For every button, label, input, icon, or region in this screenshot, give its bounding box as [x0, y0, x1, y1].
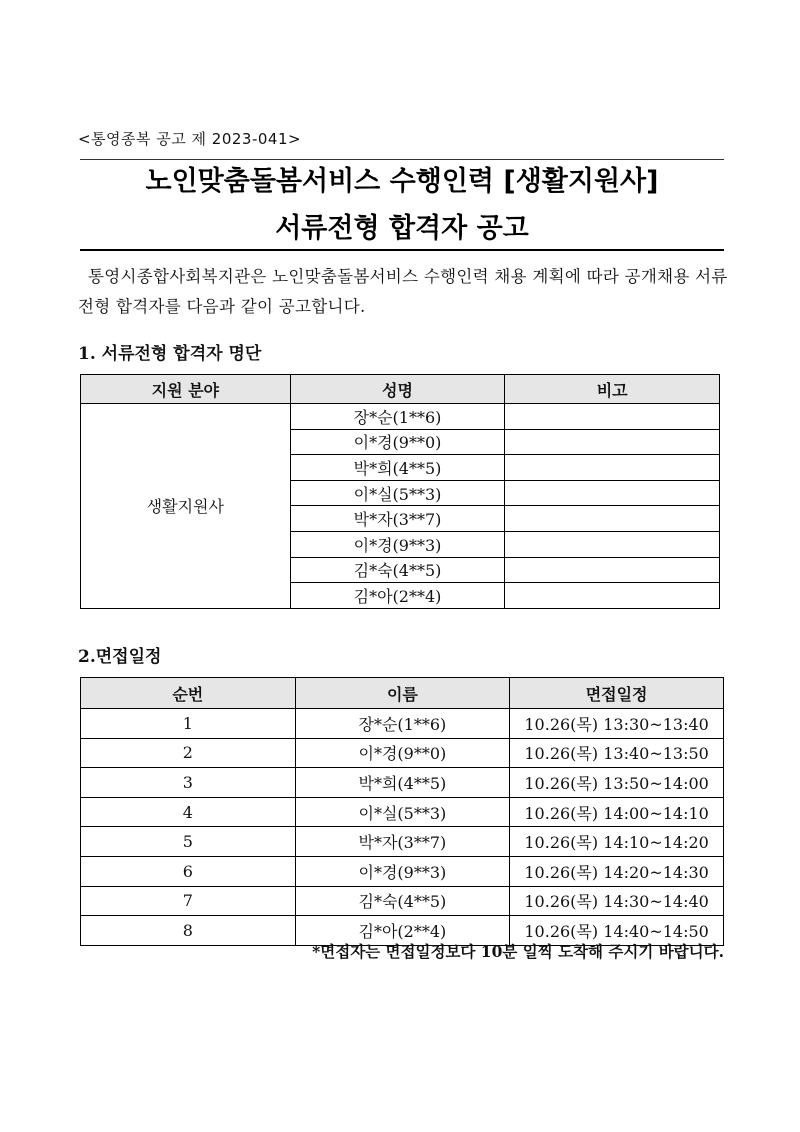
schedule-cell: 10.26(목) 14:00~14:10 [510, 797, 724, 827]
name-cell: 장*순(1**6) [295, 709, 510, 739]
name-cell: 이*실(5**3) [295, 797, 510, 827]
column-header: 성명 [290, 375, 505, 404]
name-cell: 김*숙(4**5) [295, 886, 510, 916]
remark-cell [505, 557, 720, 583]
table-row [81, 768, 724, 798]
name-cell: 김*숙(4**5) [290, 557, 505, 583]
title-divider [80, 249, 724, 251]
order-cell: 8 [81, 916, 296, 946]
arrival-notice: *면접자는 면접일정보다 10분 일찍 도착해 주시기 바랍니다. [312, 942, 724, 961]
name-cell: 이*경(9**0) [290, 429, 505, 455]
table-header-row [81, 375, 720, 404]
table-row [81, 709, 724, 739]
remark-cell [505, 480, 720, 506]
order-cell: 1 [81, 709, 296, 739]
document-number: <통영종복 공고 제 2023-041> [78, 130, 302, 148]
section2-heading: 2.면접일정 [78, 647, 162, 667]
order-cell: 3 [81, 768, 296, 798]
passed-applicants-table [80, 374, 720, 609]
table-row [81, 404, 720, 430]
table-header-row [81, 678, 724, 709]
remark-cell [505, 531, 720, 557]
name-cell: 이*경(9**3) [295, 856, 510, 886]
column-header: 순번 [81, 678, 296, 709]
remark-cell [505, 455, 720, 481]
order-cell: 6 [81, 856, 296, 886]
name-cell: 박*자(3**7) [290, 506, 505, 532]
schedule-cell: 10.26(목) 13:40~13:50 [510, 738, 724, 768]
order-cell: 7 [81, 886, 296, 916]
column-header: 면접일정 [510, 678, 724, 709]
name-cell: 김*아(2**4) [295, 916, 510, 946]
schedule-cell: 10.26(목) 14:10~14:20 [510, 827, 724, 857]
column-header: 이름 [295, 678, 510, 709]
name-cell: 이*경(9**3) [290, 531, 505, 557]
name-cell: 박*자(3**7) [295, 827, 510, 857]
name-cell: 이*경(9**0) [295, 738, 510, 768]
order-cell: 5 [81, 827, 296, 857]
schedule-cell: 10.26(목) 14:20~14:30 [510, 856, 724, 886]
column-header: 지원 분야 [81, 375, 291, 404]
column-header: 비고 [505, 375, 720, 404]
name-cell: 김*아(2**4) [290, 583, 505, 609]
table-row [81, 738, 724, 768]
table-row [81, 797, 724, 827]
remark-cell [505, 583, 720, 609]
order-cell: 4 [81, 797, 296, 827]
schedule-cell: 10.26(목) 13:30~13:40 [510, 709, 724, 739]
schedule-cell: 10.26(목) 13:50~14:00 [510, 768, 724, 798]
remark-cell [505, 429, 720, 455]
name-cell: 박*희(4**5) [295, 768, 510, 798]
interview-schedule-table [80, 677, 724, 946]
field-cell: 생활지원사 [81, 404, 291, 609]
table-row [81, 827, 724, 857]
intro-paragraph: 통영시종합사회복지관은 노인맞춤돌봄서비스 수행인력 채용 계획에 따라 공개채용 서류전형 합격자를 다음과 같이 공고합니다. [78, 267, 728, 316]
name-cell: 장*순(1**6) [290, 404, 505, 430]
section1-heading: 1. 서류전형 합격자 명단 [78, 344, 262, 364]
table-row [81, 886, 724, 916]
table-row [81, 856, 724, 886]
remark-cell [505, 506, 720, 532]
page-title: 노인맞춤돌봄서비스 수행인력 [생활지원사] [145, 166, 659, 197]
top-divider [80, 159, 724, 160]
order-cell: 2 [81, 738, 296, 768]
schedule-cell: 10.26(목) 14:40~14:50 [510, 916, 724, 946]
schedule-cell: 10.26(목) 14:30~14:40 [510, 886, 724, 916]
name-cell: 이*실(5**3) [290, 480, 505, 506]
name-cell: 박*희(4**5) [290, 455, 505, 481]
remark-cell [505, 404, 720, 430]
page-subtitle: 서류전형 합격자 공고 [275, 213, 529, 244]
